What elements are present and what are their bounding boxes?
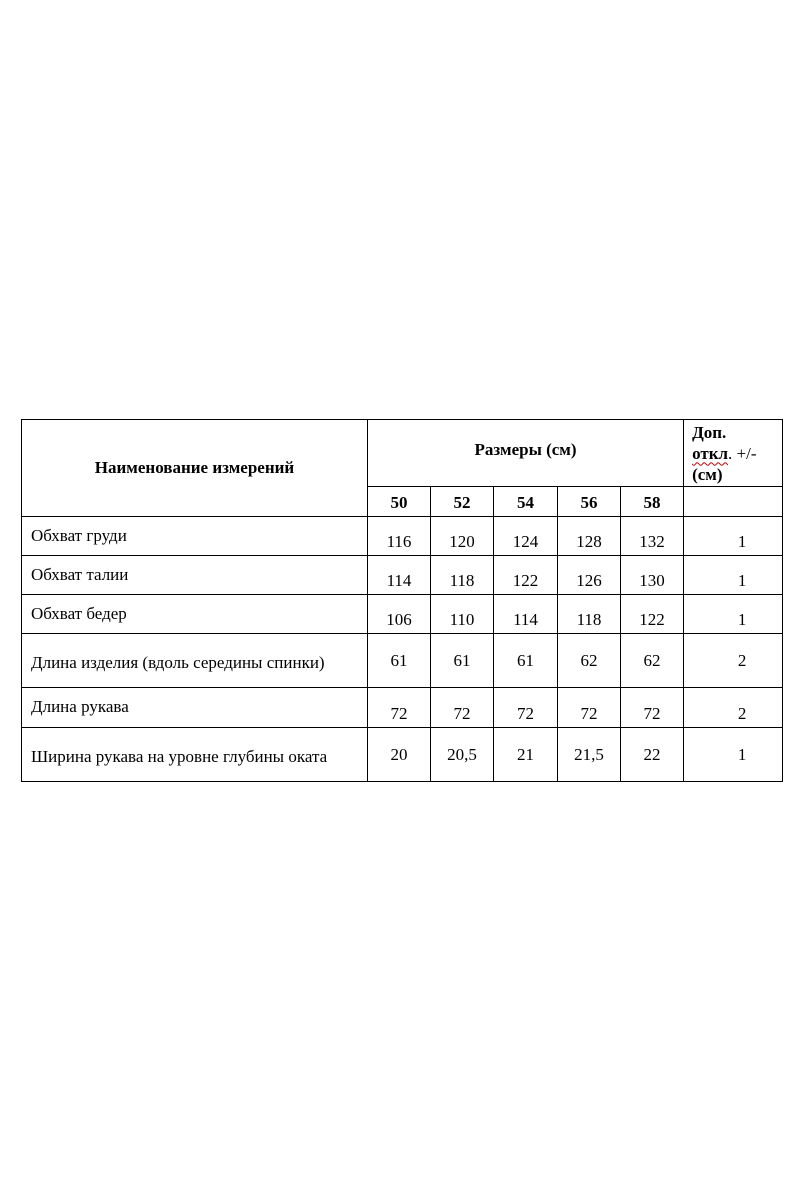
row-value: 21 <box>494 728 558 782</box>
row-label: Обхват бедер <box>22 595 368 634</box>
table-row <box>22 556 783 595</box>
row-value: 72 <box>494 688 558 728</box>
row-value: 22 <box>621 728 684 782</box>
row-value: 61 <box>368 634 431 688</box>
table-row <box>22 517 783 556</box>
size-58: 58 <box>621 487 684 517</box>
row-value: 106 <box>368 595 431 634</box>
row-value: 72 <box>558 688 621 728</box>
row-value: 124 <box>494 517 558 556</box>
row-value: 130 <box>621 556 684 595</box>
size-52: 52 <box>431 487 494 517</box>
row-value: 132 <box>621 517 684 556</box>
row-tolerance: 1 <box>684 595 783 634</box>
table-row <box>22 595 783 634</box>
measurement-name-header: Наименование измерений <box>22 420 368 517</box>
row-value: 72 <box>368 688 431 728</box>
table-row <box>22 688 783 728</box>
row-label: Ширина рукава на уровне глубины оката <box>22 728 368 782</box>
row-value: 118 <box>558 595 621 634</box>
tolerance-header: Доп. откл. +/- (см) <box>684 420 783 487</box>
row-tolerance: 2 <box>684 634 783 688</box>
row-label: Обхват талии <box>22 556 368 595</box>
row-value: 21,5 <box>558 728 621 782</box>
row-value: 61 <box>431 634 494 688</box>
header-row <box>22 420 783 487</box>
row-tolerance: 2 <box>684 688 783 728</box>
row-value: 126 <box>558 556 621 595</box>
size-56: 56 <box>558 487 621 517</box>
row-value: 116 <box>368 517 431 556</box>
row-value: 72 <box>431 688 494 728</box>
row-value: 122 <box>494 556 558 595</box>
size-chart-table <box>21 419 783 782</box>
row-value: 120 <box>431 517 494 556</box>
row-tolerance: 1 <box>684 728 783 782</box>
row-value: 128 <box>558 517 621 556</box>
tolerance-empty-cell <box>684 487 783 517</box>
row-value: 114 <box>368 556 431 595</box>
row-value: 110 <box>431 595 494 634</box>
row-label: Длина рукава <box>22 688 368 728</box>
row-value: 122 <box>621 595 684 634</box>
row-value: 118 <box>431 556 494 595</box>
row-value: 20 <box>368 728 431 782</box>
size-50: 50 <box>368 487 431 517</box>
row-value: 114 <box>494 595 558 634</box>
table-row <box>22 728 783 782</box>
tolerance-abbreviation: откл <box>692 443 729 463</box>
row-label: Длина изделия (вдоль середины спинки) <box>22 634 368 688</box>
row-value: 61 <box>494 634 558 688</box>
row-value: 72 <box>621 688 684 728</box>
sizes-header: Размеры (см) <box>368 420 684 487</box>
row-value: 62 <box>558 634 621 688</box>
row-value: 20,5 <box>431 728 494 782</box>
size-54: 54 <box>494 487 558 517</box>
row-tolerance: 1 <box>684 517 783 556</box>
row-tolerance: 1 <box>684 556 783 595</box>
row-value: 62 <box>621 634 684 688</box>
table-row <box>22 634 783 688</box>
row-label: Обхват груди <box>22 517 368 556</box>
